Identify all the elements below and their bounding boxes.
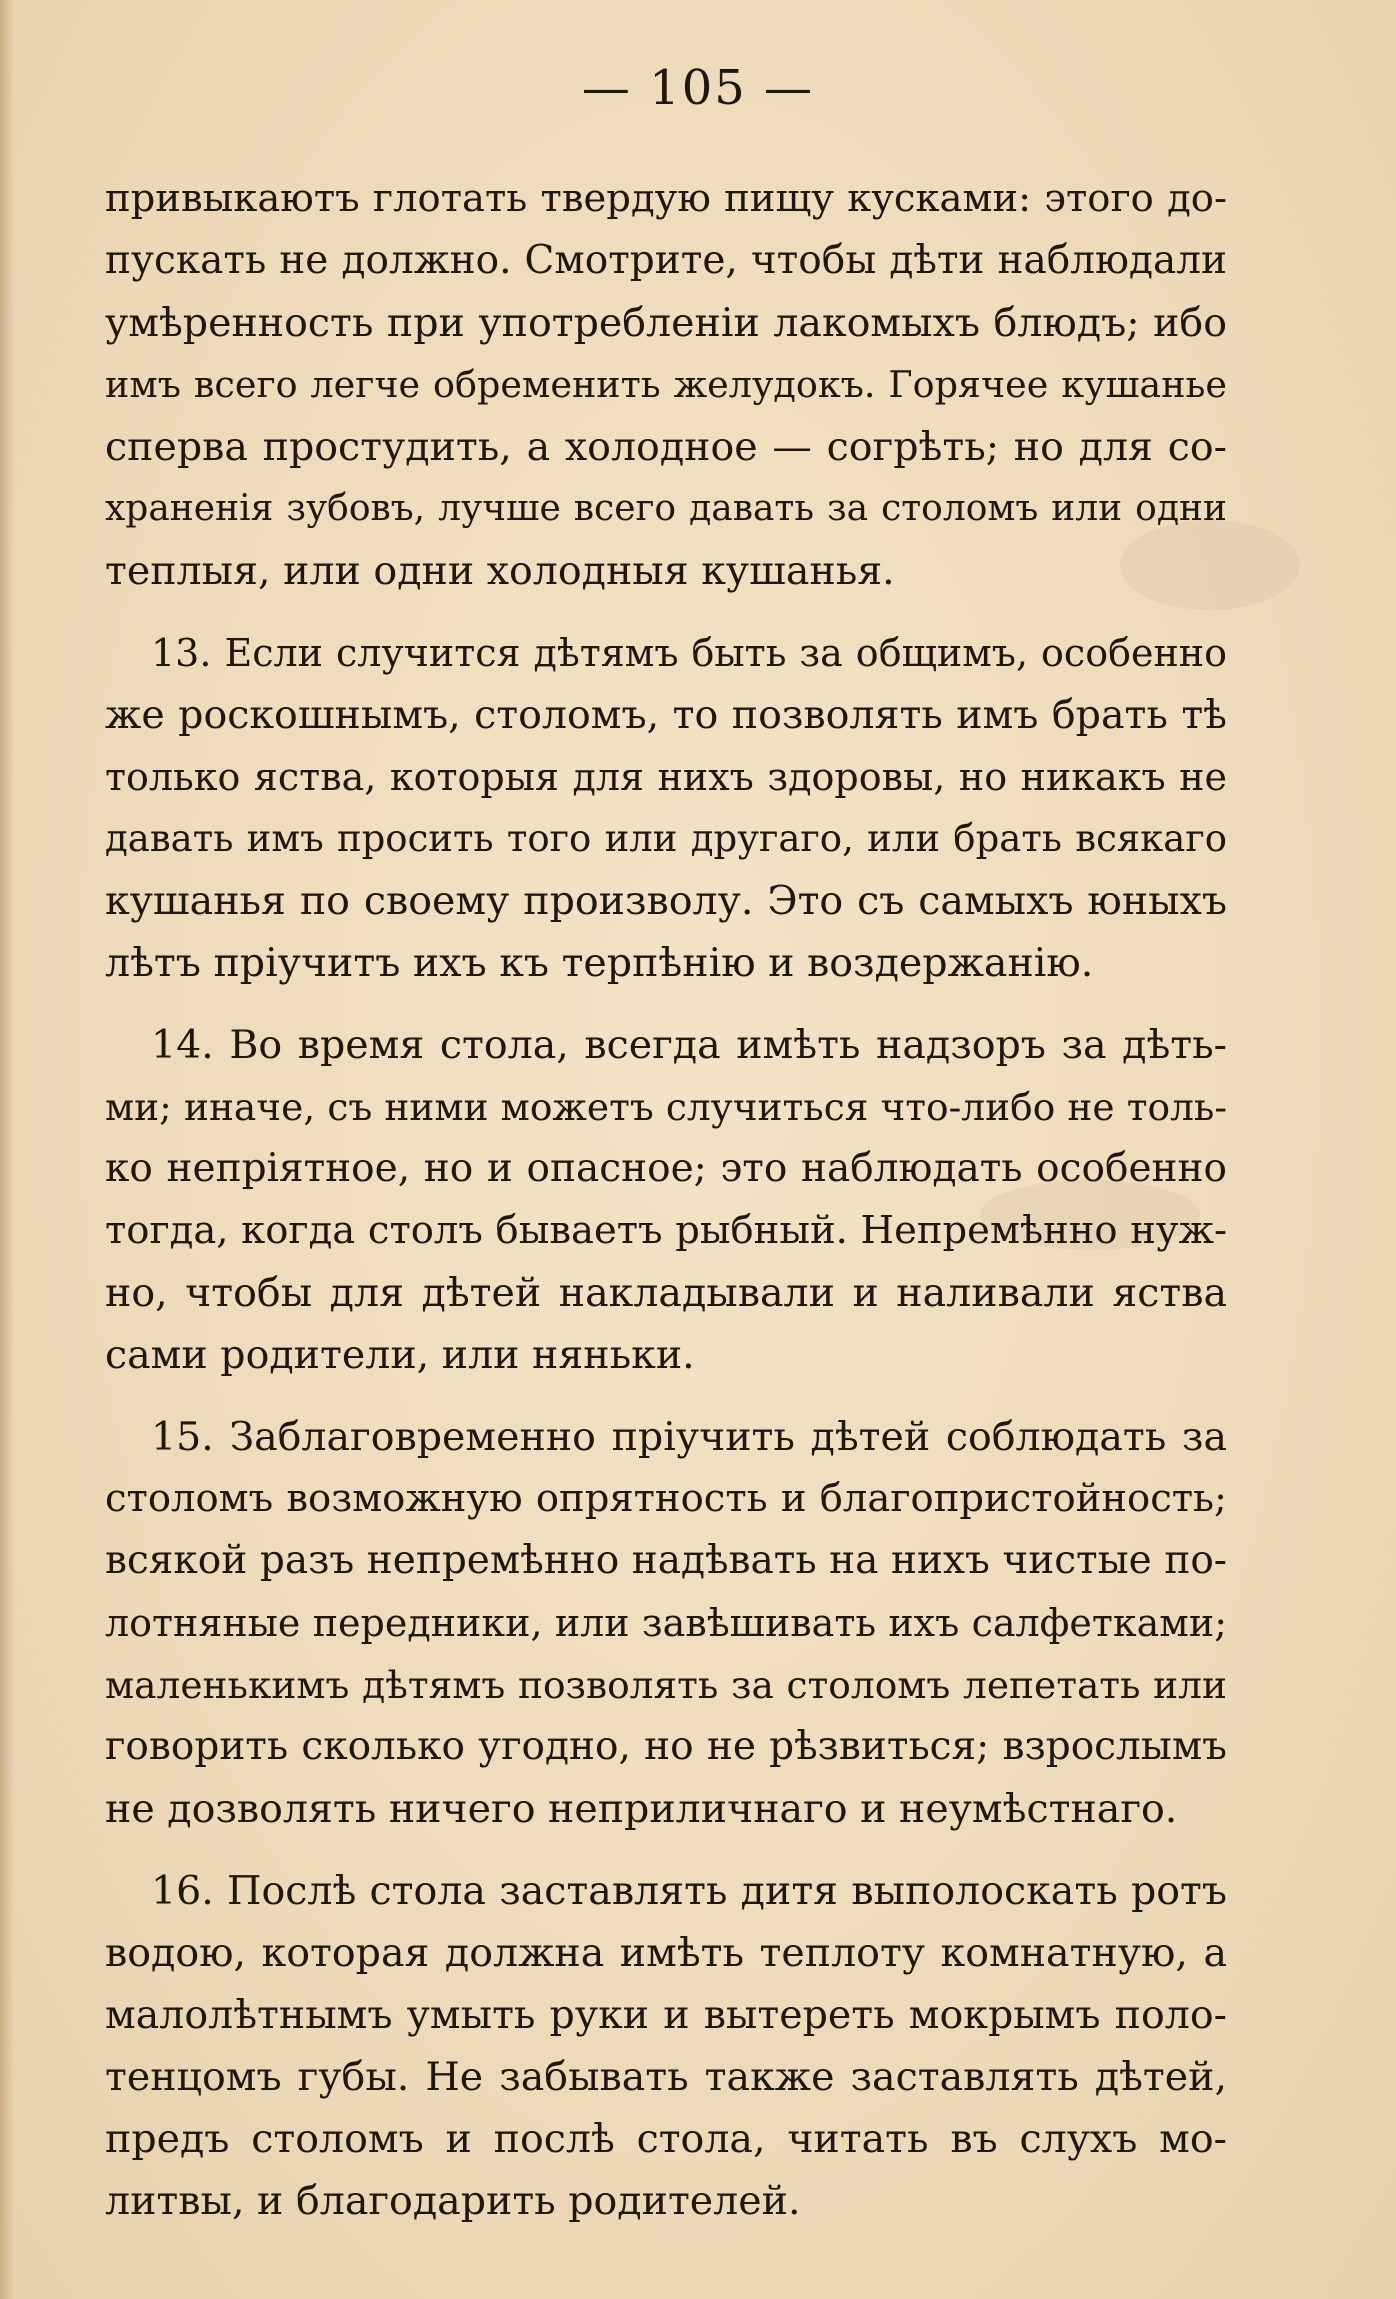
text-line: литвы, и благодарить родителей. xyxy=(105,2178,801,2224)
text-line: говорить сколько угодно, но не рѣзвиться; взрослымъ xyxy=(105,1724,1227,1769)
page-edge-shadow xyxy=(0,0,14,2299)
text-line: сперва простудить, а холодное — согрѣть; но для со- xyxy=(105,424,1227,470)
text-line: столомъ возможную опрятность и благопристойность; xyxy=(105,1476,1227,1521)
text-line: всякой разъ непремѣнно надѣвать на нихъ чистые по- xyxy=(105,1538,1227,1583)
text-line: 14. Во время стола, всегда имѣть надзоръ за дѣть- xyxy=(151,1022,1227,1068)
text-line: привыкаютъ глотать твердую пищу кусками: этого до- xyxy=(105,176,1227,221)
text-line: но, чтобы для дѣтей накладывали и наливали яства xyxy=(105,1270,1227,1316)
paragraph-15 xyxy=(105,1406,1227,1840)
text-line: маленькимъ дѣтямъ позволять за столомъ лепетать или xyxy=(105,1663,1227,1707)
text-line: малолѣтнымъ умыть руки и вытереть мокрымъ поло- xyxy=(105,1992,1227,2038)
text-line: не дозволять ничего неприличнаго и неумѣстнаго. xyxy=(105,1786,1178,1832)
text-line: сами родители, или няньки. xyxy=(105,1332,695,1378)
paragraph-14 xyxy=(105,1014,1227,1386)
paragraph-16 xyxy=(105,1860,1227,2232)
text-line: кушанья по своему произволу. Это съ самыхъ юныхъ xyxy=(105,878,1227,924)
text-line: умѣренность при употребленіи лакомыхъ блюдъ; ибо xyxy=(105,300,1227,346)
text-line: давать имъ просить того или другаго, или брать всякаго xyxy=(105,817,1227,860)
text-line: только яства, которыя для нихъ здоровы, но никакъ не xyxy=(105,755,1227,799)
text-line: лотняные передники, или завѣшивать ихъ салфетками; xyxy=(105,1601,1227,1645)
paragraph-13 xyxy=(105,622,1227,994)
page-number: — 105 — xyxy=(581,60,815,116)
body-text xyxy=(105,168,1227,2232)
text-line: ми; иначе, съ ними можетъ случиться что-либо не толь- xyxy=(105,1085,1227,1129)
text-line: 15. Заблаговременно пріучить дѣтей соблюдать за xyxy=(151,1414,1227,1460)
text-line: водою, которая должна имѣть теплоту комнатную, а xyxy=(105,1930,1227,1976)
text-line: ко непріятное, но и опасное; это наблюдать особенно xyxy=(105,1146,1227,1191)
text-line: же роскошнымъ, столомъ, то позволять имъ брать тѣ xyxy=(105,692,1227,738)
text-line: теплыя, или одни холодныя кушанья. xyxy=(105,548,895,594)
text-line: пускать не должно. Смотрите, чтобы дѣти наблюдали xyxy=(105,238,1227,283)
paragraph xyxy=(105,168,1227,602)
text-line: тенцомъ губы. Не забывать также заставлять дѣтей, xyxy=(105,2054,1227,2100)
text-line: предъ столомъ и послѣ стола, читать въ слухъ мо- xyxy=(105,2116,1227,2162)
text-line: лѣтъ пріучитъ ихъ къ терпѣнію и воздержанію. xyxy=(105,940,1094,986)
text-line: тогда, когда столъ бываетъ рыбный. Непремѣнно нуж- xyxy=(105,1208,1227,1253)
text-line: имъ всего легче обременить желудокъ. Горячее кушанье xyxy=(105,363,1227,406)
text-line: 13. Если случится дѣтямъ быть за общимъ, особенно xyxy=(151,631,1227,675)
text-line: храненія зубовъ, лучше всего давать за столомъ или одни xyxy=(105,488,1227,529)
text-line: 16. Послѣ стола заставлять дитя выполоскать ротъ xyxy=(151,1868,1227,1914)
